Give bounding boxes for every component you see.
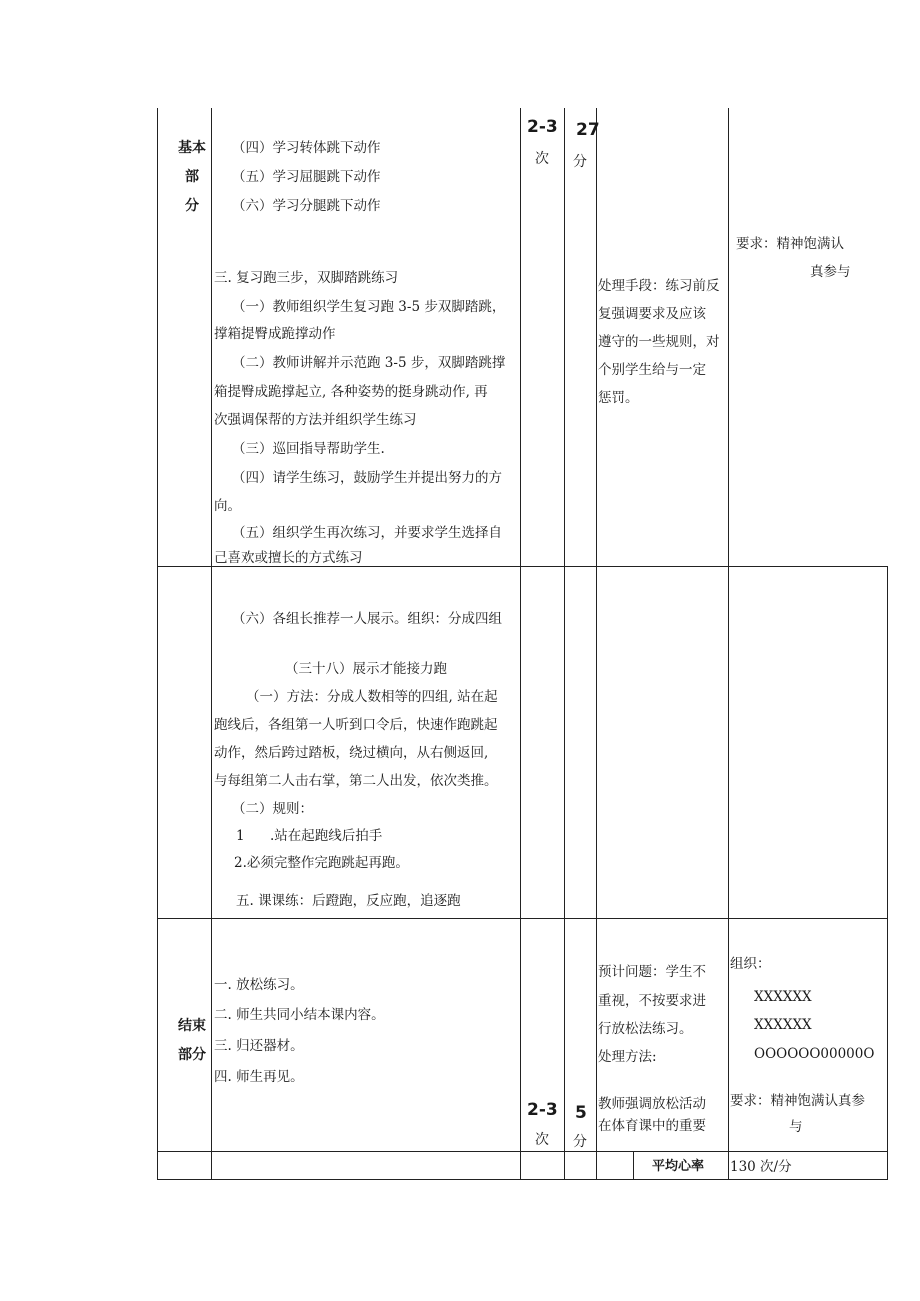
basic-section-label bbox=[172, 134, 212, 221]
rule-number: 1 bbox=[236, 828, 245, 844]
grid-line bbox=[157, 108, 158, 1179]
grid-line bbox=[520, 108, 521, 1179]
grid-line bbox=[633, 1151, 634, 1179]
review-line: 向。 bbox=[214, 498, 241, 514]
review-line: 撑箱提臀成跪撑动作 bbox=[214, 326, 336, 342]
grid-line bbox=[887, 566, 888, 1179]
method-line: 教师强调放松活动 bbox=[598, 1096, 706, 1112]
review-line: 箱提臀成跪撑起立, 各种姿势的挺身跳动作, 再 bbox=[214, 384, 488, 400]
grid-line bbox=[157, 1151, 888, 1152]
grid-line bbox=[157, 1179, 888, 1180]
review-heading: 三. 复习跑三步，双脚踏跳练习 bbox=[214, 270, 399, 286]
basic-item: （四）学习转体跳下动作 bbox=[232, 140, 381, 156]
rule-text: 2.必须完整作完跑跳起再跑。 bbox=[234, 855, 409, 871]
basic-item: （五）学习屈腿跳下动作 bbox=[232, 169, 381, 185]
method-line: （一）方法：分成人数相等的四组, 站在起 bbox=[246, 689, 498, 705]
ending-minutes: 5 bbox=[575, 1103, 587, 1123]
review-line: （二）教师讲解并示范跑 3-5 步，双脚踏跳撑 bbox=[232, 355, 506, 371]
heart-rate-label: 平均心率 bbox=[652, 1159, 705, 1174]
rules-heading: （二）规则： bbox=[232, 801, 313, 817]
problem-line: 预计问题：学生不 bbox=[598, 964, 706, 980]
handling-line: 处理手段：练习前反 bbox=[598, 278, 720, 294]
problem-line: 行放松法练习。 bbox=[598, 1021, 693, 1037]
grid-line bbox=[728, 108, 729, 1179]
basic-times-unit: 次 bbox=[535, 151, 549, 167]
review-line: （五）组织学生再次练习，并要求学生选择自 bbox=[232, 525, 502, 541]
basic-minutes: 27 bbox=[576, 120, 600, 140]
problem-line: 重视，不按要求进 bbox=[598, 993, 706, 1009]
relay-title: （三十八）展示才能接力跑 bbox=[285, 661, 447, 677]
ending-minutes-unit: 分 bbox=[573, 1134, 587, 1150]
label-line: 部 bbox=[185, 169, 199, 185]
requirement-line: 与 bbox=[789, 1119, 803, 1135]
review-line: 次强调保帮的方法并组织学生练习 bbox=[214, 412, 417, 428]
ending-item: 三. 归还器材。 bbox=[214, 1038, 304, 1054]
ending-times: 2-3 bbox=[527, 1100, 558, 1120]
review-line: （三）巡回指导帮助学生. bbox=[232, 441, 385, 457]
label-line: 基本 bbox=[178, 140, 206, 156]
org-row: OOOOOO00000O bbox=[754, 1046, 875, 1062]
ending-item: 二. 师生共同小结本课内容。 bbox=[214, 1007, 385, 1023]
label-line: 结束 bbox=[178, 1018, 206, 1034]
basic-minutes-unit: 分 bbox=[573, 154, 587, 170]
org-label: 组织： bbox=[730, 956, 771, 972]
problem-line: 处理方法: bbox=[598, 1049, 657, 1065]
method-line: 跑线后，各组第一人听到口令后，快速作跑跳起 bbox=[214, 717, 498, 733]
handling-line: 个别学生给与一定 bbox=[598, 362, 706, 378]
basic-times: 2-3 bbox=[527, 117, 558, 137]
requirement-line: 真参与 bbox=[810, 264, 851, 280]
org-row: XXXXXX bbox=[754, 1017, 812, 1033]
review-line: （四）请学生练习，鼓励学生并提出努力的方 bbox=[232, 470, 502, 486]
ending-item: 四. 师生再见。 bbox=[214, 1069, 304, 1085]
handling-line: 遵守的一些规则，对 bbox=[598, 334, 720, 350]
grid-line bbox=[564, 108, 565, 1179]
review-line: （一）教师组织学生复习跑 3-5 步双脚踏跳， bbox=[232, 299, 506, 315]
basic-item: （六）学习分腿跳下动作 bbox=[232, 198, 381, 214]
requirement-line: 要求：精神饱满认真参 bbox=[730, 1093, 865, 1109]
ending-section-label bbox=[172, 1012, 212, 1070]
heart-rate-value: 130 次/分 bbox=[730, 1159, 792, 1175]
middle-item: （六）各组长推荐一人展示。组织：分成四组 bbox=[232, 611, 502, 627]
lesson-practice: 五. 课课练：后蹬跑，反应跑，追逐跑 bbox=[236, 893, 461, 909]
method-line: 在体育课中的重要 bbox=[598, 1118, 706, 1134]
review-line: 己喜欢或擅长的方式练习 bbox=[214, 550, 363, 566]
requirement-line: 要求：精神饱满认 bbox=[736, 236, 844, 252]
grid-line bbox=[157, 918, 888, 919]
handling-line: 复强调要求及应该 bbox=[598, 306, 706, 322]
ending-times-unit: 次 bbox=[535, 1132, 549, 1148]
method-line: 与每组第二人击右掌，第二人出发，依次类推。 bbox=[214, 773, 498, 789]
method-line: 动作，然后跨过踏板，绕过横向，从右侧返回, bbox=[214, 745, 489, 761]
rule-text: .站在起跑线后拍手 bbox=[270, 828, 383, 844]
org-row: XXXXXX bbox=[754, 989, 812, 1005]
grid-line bbox=[596, 108, 597, 1179]
handling-line: 惩罚。 bbox=[598, 390, 639, 406]
label-line: 部分 bbox=[178, 1047, 206, 1063]
ending-item: 一. 放松练习。 bbox=[214, 977, 304, 993]
label-line: 分 bbox=[185, 198, 199, 214]
